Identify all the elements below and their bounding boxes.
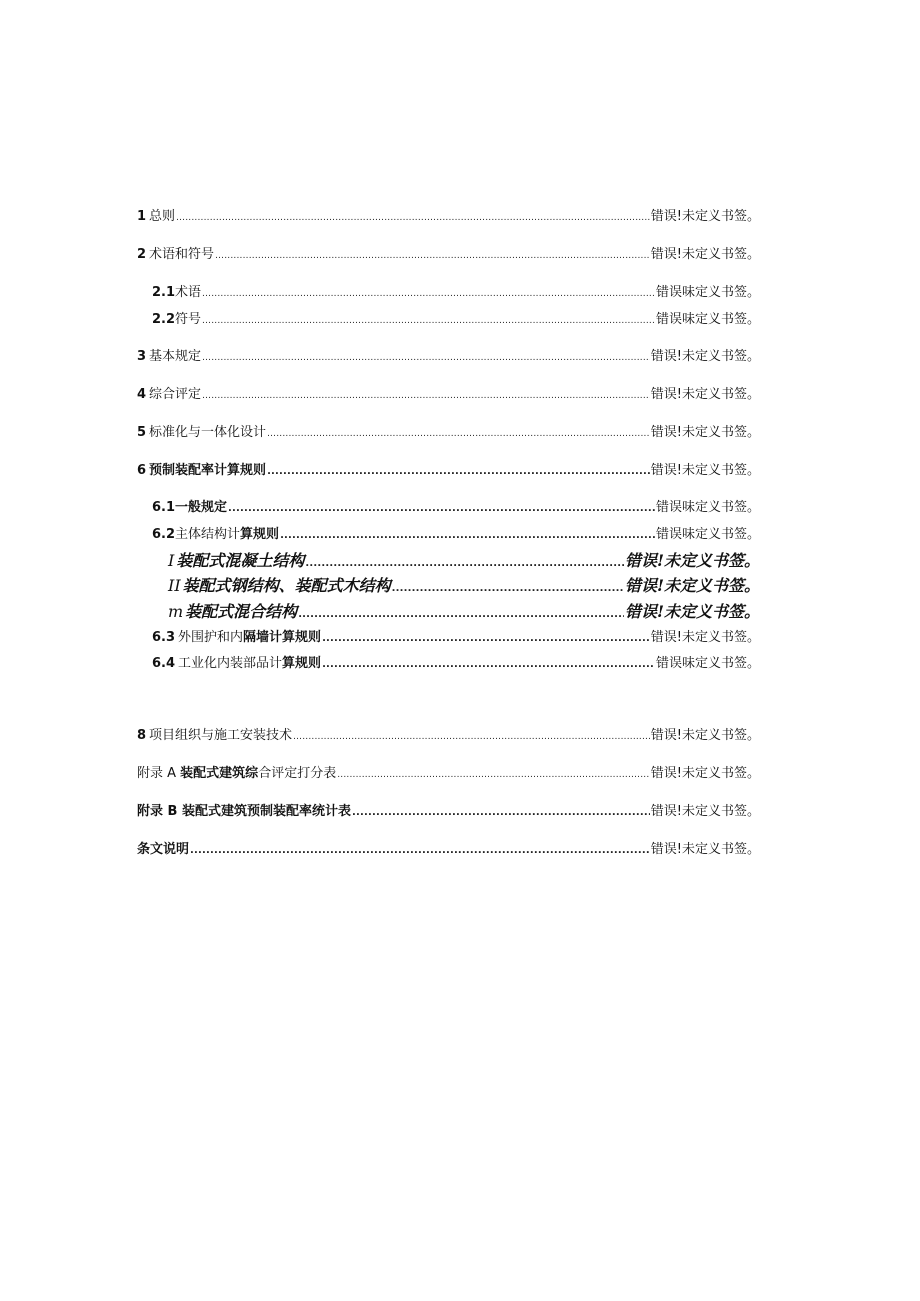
toc-entry-6-2-iii[interactable]: [168, 601, 760, 626]
toc-entry-number: 6.1: [152, 500, 176, 515]
toc-page-ref: 错误味定义书签。: [655, 312, 760, 327]
appendix-label: 附录 A: [137, 766, 177, 781]
toc-leader-dots: [280, 527, 655, 545]
toc-entry-title: 装配式混凝土结构: [176, 551, 305, 570]
toc-page-ref: 错误味定义书签。: [655, 527, 760, 542]
toc-entry-title: 外围护和内: [178, 630, 244, 645]
toc-entry-title: 工业化内装部品计: [178, 656, 283, 671]
toc-leader-dots: [202, 285, 655, 303]
toc-page-ref: 错误味定义书签。: [655, 656, 760, 671]
toc-leader-dots: [293, 728, 650, 746]
toc-entry-title: 装配式建筑预制装配率统计表: [181, 804, 351, 819]
toc-entry-6-2[interactable]: [152, 526, 760, 545]
toc-page-ref: 错误!未定义书签。: [650, 766, 760, 781]
toc-leader-dots: [202, 387, 650, 405]
toc-entry-number: 6.4: [152, 656, 176, 671]
toc-leader-dots: [298, 604, 624, 626]
toc-entry-number: 4: [137, 387, 147, 402]
toc-leader-dots: [352, 804, 650, 822]
toc-page-ref: 错误!未定义书签。: [624, 576, 760, 595]
toc-page-ref: 错误!未定义书签。: [650, 463, 760, 478]
toc-entry-2-2[interactable]: [152, 311, 760, 330]
toc-leader-dots: [176, 209, 650, 227]
toc-entry-6[interactable]: [137, 462, 760, 481]
toc-entry-title-bold: 算规则: [240, 527, 280, 542]
toc-entry-commentary[interactable]: [137, 841, 760, 860]
toc-entry-number: 6.2: [152, 527, 176, 542]
toc-page-ref: 错误!未定义书签。: [650, 349, 760, 364]
toc-entry-6-3[interactable]: [152, 629, 760, 648]
toc-leader-dots: [202, 312, 655, 330]
toc-entry-title: 装配式混合结构: [185, 602, 298, 621]
toc-entry-2-1[interactable]: [152, 284, 760, 303]
toc-page-ref: 错误!未定义书签。: [650, 425, 760, 440]
toc-entry-number: 5: [137, 425, 147, 440]
toc-page-ref: 错误!未定义书签。: [650, 247, 760, 262]
toc-entry-title: 预制装配率计算规则: [149, 463, 267, 478]
toc-leader-dots: [322, 656, 655, 674]
toc-entry-title: 条文说明: [137, 842, 190, 857]
toc-leader-dots: [337, 766, 650, 784]
toc-entry-6-2-i[interactable]: [168, 550, 760, 575]
toc-entry-2[interactable]: [137, 246, 760, 265]
toc-entry-title: 装配式钢结构、装配式木结构: [182, 576, 391, 595]
toc-entry-1[interactable]: [137, 208, 760, 227]
toc-page-ref: 错误味定义书签。: [655, 285, 760, 300]
toc-entry-title: 总则: [149, 209, 176, 224]
toc-leader-dots: [228, 500, 655, 518]
toc-entry-number: 2: [137, 247, 147, 262]
toc-entry-number: I: [168, 551, 175, 570]
toc-entry-number: 6.3: [152, 630, 176, 645]
toc-leader-dots: [190, 842, 650, 860]
toc-page-ref: 错误!未定义书签。: [650, 728, 760, 743]
toc-entry-number: 3: [137, 349, 147, 364]
toc-leader-dots: [305, 553, 624, 575]
toc-page-ref: 错误!未定义书签。: [650, 842, 760, 857]
toc-entry-6-1[interactable]: [152, 499, 760, 518]
appendix-label: 附录 B: [137, 804, 178, 819]
toc-entry-title: 主体结构计: [175, 527, 241, 542]
toc-entry-number: 6: [137, 463, 147, 478]
toc-entry-title: 术语和符号: [149, 247, 215, 262]
toc-entry-6-4[interactable]: [152, 655, 760, 674]
toc-leader-dots: [202, 349, 650, 367]
toc-entry-appendix-a[interactable]: [137, 765, 760, 784]
toc-entry-title: 综合评定: [149, 387, 202, 402]
toc-entry-title: 术语: [175, 285, 202, 300]
toc-entry-number: 1: [137, 209, 147, 224]
toc-entry-number: 2.2: [152, 312, 176, 327]
toc-entry-title-bold: 隔墙计算规则: [243, 630, 322, 645]
toc-entry-title: 一般规定: [175, 500, 228, 515]
toc-entry-number: II: [168, 576, 181, 595]
toc-page-ref: 错误!未定义书签。: [624, 602, 760, 621]
toc-entry-number: [137, 765, 180, 783]
toc-entry-5[interactable]: [137, 424, 760, 443]
toc-leader-dots: [392, 578, 624, 600]
toc-entry-title: 标准化与一体化设计: [149, 425, 267, 440]
toc-entry-4[interactable]: [137, 386, 760, 405]
toc-page-ref: 错误!未定义书签。: [624, 551, 760, 570]
toc-entry-title-bold: 装配式建筑综: [180, 766, 259, 781]
toc-leader-dots: [322, 630, 650, 648]
toc-page-ref: 错误!未定义书签。: [650, 387, 760, 402]
toc-entry-number: m: [168, 602, 184, 621]
toc-entry-title: 基本规定: [149, 349, 202, 364]
toc-page-ref: 错误!未定义书签。: [650, 630, 760, 645]
toc-entry-number: 8: [137, 728, 147, 743]
toc-entry-appendix-b[interactable]: [137, 803, 760, 822]
toc-entry-title: 合评定打分表: [258, 766, 337, 781]
toc-leader-dots: [215, 247, 650, 265]
toc-entry-number: 2.1: [152, 285, 176, 300]
toc-entry-title: 项目组织与施工安装技术: [149, 728, 293, 743]
toc-entry-title-bold: 算规则: [282, 656, 322, 671]
toc-entry-8[interactable]: [137, 727, 760, 746]
toc-entry-title: 符号: [175, 312, 202, 327]
toc-page-ref: 错误!未定义书签。: [650, 209, 760, 224]
toc-entry-number: [137, 803, 182, 821]
toc-page-ref: 错误味定义书签。: [655, 500, 760, 515]
toc-entry-3[interactable]: [137, 348, 760, 367]
toc-leader-dots: [267, 463, 650, 481]
toc-leader-dots: [267, 425, 650, 443]
toc-entry-6-2-ii[interactable]: [168, 575, 760, 600]
toc-page-ref: 错误!未定义书签。: [650, 804, 760, 819]
